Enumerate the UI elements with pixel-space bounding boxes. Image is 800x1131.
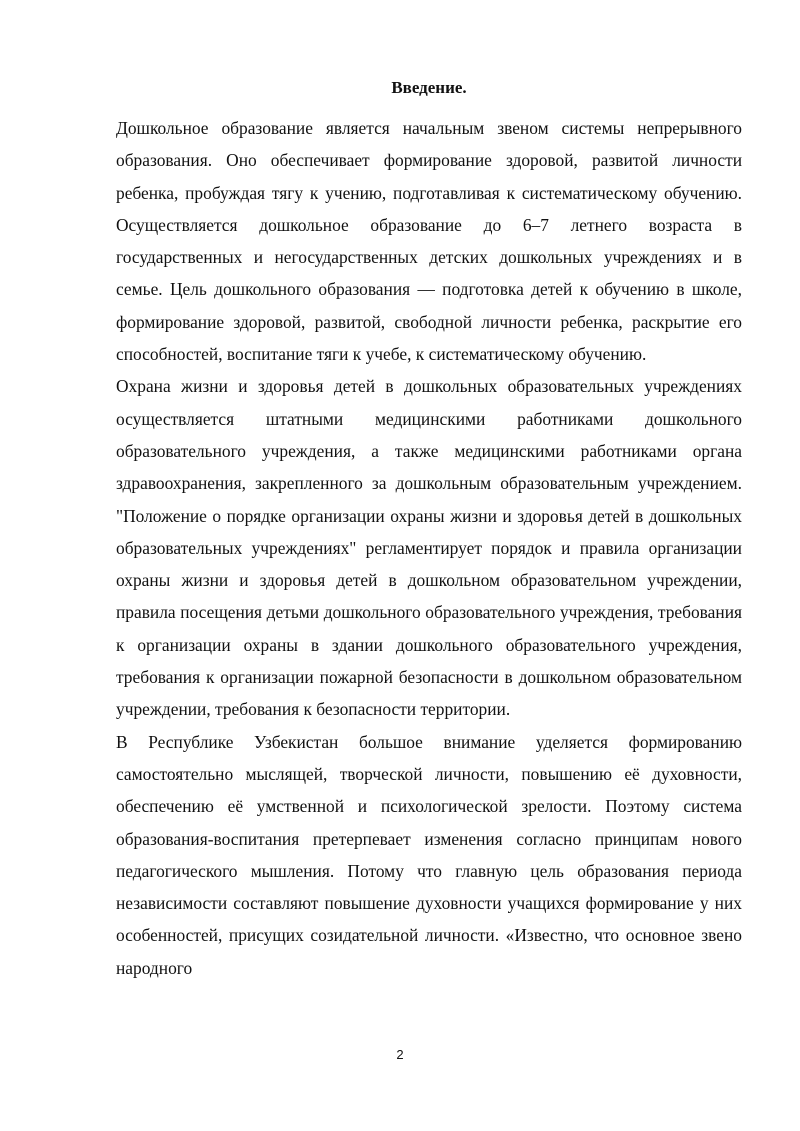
paragraph-preschool-education: Дошкольное образование является начальным звеном системы непрерывного образования. Оно обеспечивает формирование здоровой, развитой личности ребенка, пробуждая тягу к учению, подготавливая к систематическому обучению. Осуществляется дошкольное образование до 6–7 летнего возраста в государственных и негосударственных детских дошкольных учреждениях и в семье. Цель дошкольного образования — подготовка детей к обучению в школе, формирование здоровой, развитой, свободной личности ребенка, раскрытие его способностей, воспитание тяги к учебе, к систематическому обучению. [116,118,742,365]
document-body [116,112,742,984]
paragraph-uzbekistan-education: В Республике Узбекистан большое внимание уделяется формированию самостоятельно мыслящей, творческой личности, повышению её духовности, обеспечению её умственной и психологической зрелости. Поэтому система образования-воспитания претерпевает изменения согласно принципам нового педагогического мышления. Потому что главную цель образования периода независимости составляют повышение духовности учащихся формирование у них особенностей, присущих созидательной личности. «Известно, что основное звено народного [116,731,742,978]
paragraph-child-safety: Охрана жизни и здоровья детей в дошкольных образовательных учреждениях осуществляется штатными медицинскими работниками дошкольного образовательного учреждения, а также медицинскими работниками органа здравоохранения, закрепленного за дошкольным образовательным учреждением. "Положение о порядке организации охраны жизни и здоровья детей в дошкольных образовательных учреждениях" регламентирует порядок и правила организации охраны жизни и здоровья детей в дошкольном образовательном учреждении, правила посещения детьми дошкольного образовательного учреждения, требования к организации охраны в здании дошкольного образовательного учреждения, требования к организации пожарной безопасности в дошкольном образовательном учреждении, требования к безопасности территории. [116,376,742,720]
document-title: Введение. [391,78,467,97]
page-number: 2 [396,1047,404,1062]
